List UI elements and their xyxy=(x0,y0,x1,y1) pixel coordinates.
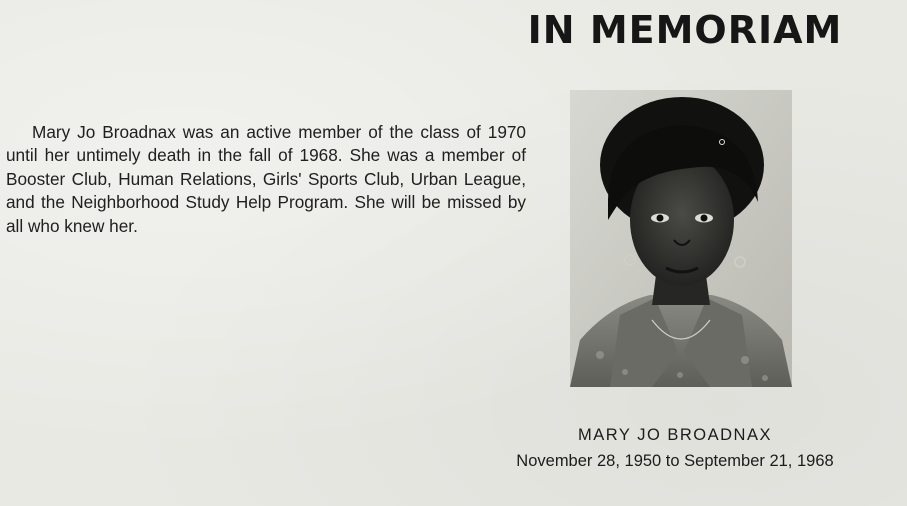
caption-name: MARY JO BROADNAX xyxy=(578,426,772,444)
caption-dates: November 28, 1950 to September 21, 1968 xyxy=(516,452,834,470)
page-title: IN MEMORIAM xyxy=(527,8,843,52)
photo-caption xyxy=(480,422,870,474)
tribute-paragraph: Mary Jo Broadnax was an active member of the class of 1970 until her untimely death in the fall of 1968. She was a member of Booster Club, Human Relations, Girls' Sports Club, Urban League, and the Neighborhood Study Help Program. She will be missed by all who knew her. xyxy=(6,122,526,236)
portrait-photo xyxy=(570,90,792,387)
portrait-icon xyxy=(570,90,792,387)
